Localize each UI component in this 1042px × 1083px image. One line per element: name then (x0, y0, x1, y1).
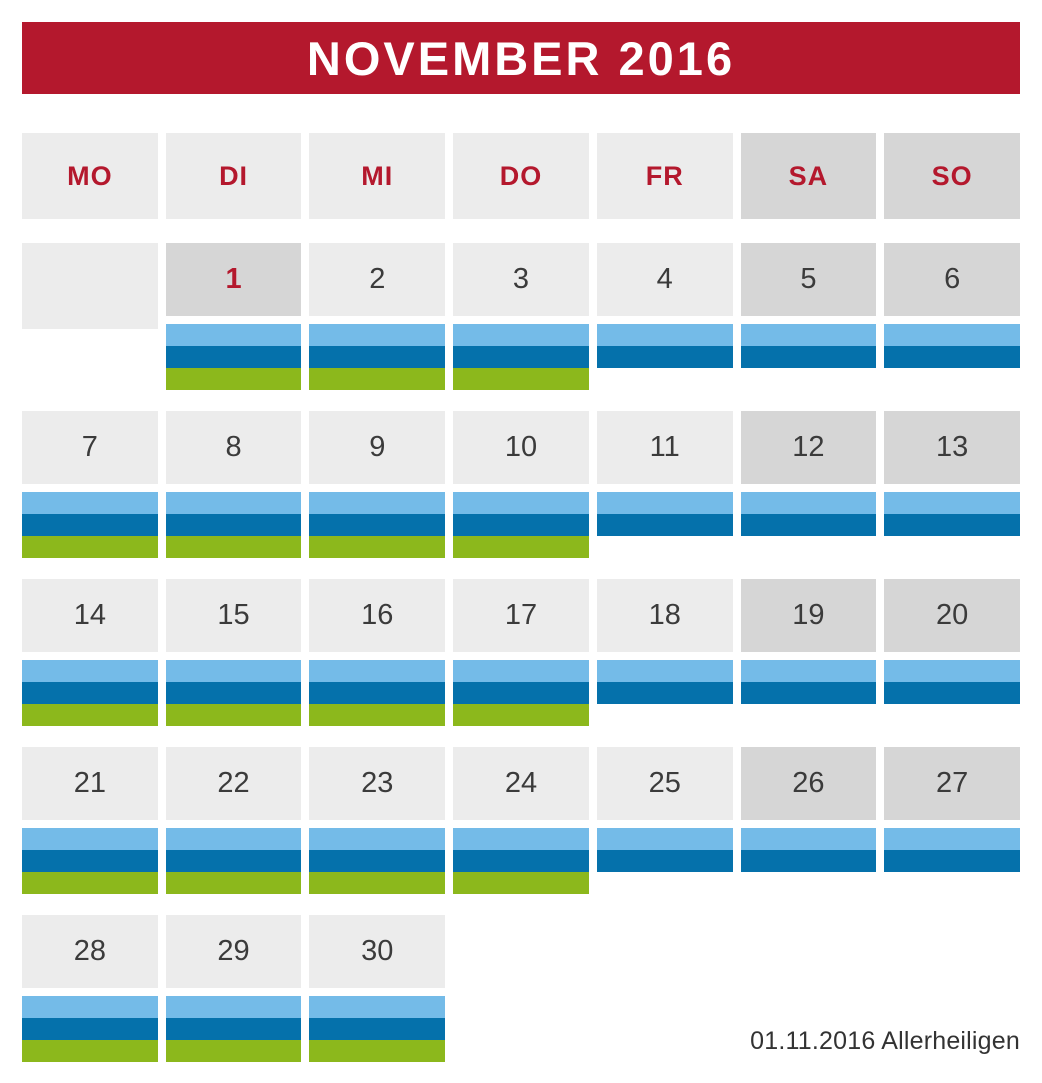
bar-none (884, 704, 1020, 726)
bar-light-blue (741, 660, 877, 682)
bar-light-blue (166, 996, 302, 1018)
day-bars (741, 660, 877, 726)
day-bars (597, 828, 733, 894)
day-bars (597, 324, 733, 390)
day-cell[interactable] (22, 915, 158, 1062)
bar-light-blue (597, 828, 733, 850)
bar-light-blue (741, 828, 877, 850)
day-cell[interactable] (22, 411, 158, 558)
calendar-week-row (22, 747, 1020, 894)
day-number: 7 (81, 431, 98, 463)
bar-light-blue (22, 996, 158, 1018)
day-number-box (884, 579, 1020, 652)
day-number: 14 (73, 599, 106, 631)
bar-green (453, 368, 589, 390)
day-cell[interactable] (22, 747, 158, 894)
weekday-label: MO (67, 160, 113, 191)
day-number-box (309, 579, 445, 652)
day-bars (22, 996, 158, 1062)
bar-dark-blue (741, 514, 877, 536)
weekday-label: FR (645, 160, 684, 191)
bar-dark-blue (741, 682, 877, 704)
bar-light-blue (309, 996, 445, 1018)
day-cell[interactable] (166, 243, 302, 390)
day-number: 11 (649, 431, 680, 463)
day-number: 19 (792, 599, 825, 631)
day-number: 2 (369, 263, 386, 295)
weekday-label: SO (931, 160, 973, 191)
day-number-box (884, 243, 1020, 316)
day-cell[interactable] (166, 915, 302, 1062)
month-title-bar (22, 22, 1020, 94)
calendar-grid (22, 243, 1020, 1083)
day-number-box (453, 411, 589, 484)
bar-green (166, 1040, 302, 1062)
day-bars (309, 660, 445, 726)
day-cell[interactable] (884, 411, 1020, 558)
bar-dark-blue (166, 682, 302, 704)
bar-light-blue (884, 324, 1020, 346)
day-cell[interactable] (453, 243, 589, 390)
day-number: 22 (217, 767, 250, 799)
day-cell[interactable] (597, 747, 733, 894)
bar-none (597, 704, 733, 726)
day-number: 18 (648, 599, 681, 631)
bar-green (22, 872, 158, 894)
bar-none (884, 872, 1020, 894)
day-number: 13 (936, 431, 969, 463)
day-number-box (166, 411, 302, 484)
day-cell-empty (22, 243, 158, 390)
bar-dark-blue (22, 850, 158, 872)
bar-light-blue (166, 660, 302, 682)
day-cell[interactable] (309, 915, 445, 1062)
day-number: 1 (225, 263, 242, 295)
day-bars (309, 828, 445, 894)
bar-dark-blue (309, 1018, 445, 1040)
day-bars (741, 828, 877, 894)
bar-green (309, 1040, 445, 1062)
bar-green (22, 1040, 158, 1062)
day-bars (22, 660, 158, 726)
day-bars (309, 324, 445, 390)
day-cell[interactable] (741, 747, 877, 894)
bar-light-blue (309, 492, 445, 514)
day-bars (166, 660, 302, 726)
bar-green (22, 704, 158, 726)
bar-light-blue (597, 660, 733, 682)
bar-dark-blue (22, 1018, 158, 1040)
bar-dark-blue (741, 850, 877, 872)
day-number-box (884, 411, 1020, 484)
bar-green (22, 536, 158, 558)
day-cell[interactable] (453, 411, 589, 558)
bar-none (741, 536, 877, 558)
day-bars (741, 324, 877, 390)
day-number: 15 (217, 599, 250, 631)
bar-none (884, 368, 1020, 390)
calendar-week-row (22, 579, 1020, 726)
day-number-box (166, 579, 302, 652)
weekday-header-row (22, 133, 1020, 219)
bar-light-blue (22, 492, 158, 514)
bar-light-blue (453, 828, 589, 850)
day-bars (453, 660, 589, 726)
bar-none (884, 536, 1020, 558)
day-number-box (309, 747, 445, 820)
weekday-label: DO (499, 160, 543, 191)
day-number-box (166, 747, 302, 820)
day-number-box (741, 579, 877, 652)
day-cell[interactable] (597, 243, 733, 390)
day-bars (453, 828, 589, 894)
day-cell[interactable] (597, 411, 733, 558)
day-number: 6 (944, 263, 961, 295)
calendar-week-row (22, 243, 1020, 390)
bar-dark-blue (597, 514, 733, 536)
day-number-box (22, 579, 158, 652)
bar-dark-blue (166, 1018, 302, 1040)
day-cell[interactable] (166, 579, 302, 726)
bar-dark-blue (166, 346, 302, 368)
day-cell[interactable] (884, 747, 1020, 894)
bar-light-blue (309, 324, 445, 346)
bar-dark-blue (884, 514, 1020, 536)
bar-green (166, 368, 302, 390)
day-number: 21 (73, 767, 106, 799)
day-number: 25 (648, 767, 681, 799)
bar-green (309, 368, 445, 390)
bar-green (453, 704, 589, 726)
bar-light-blue (884, 492, 1020, 514)
day-number-box (453, 579, 589, 652)
day-number: 8 (225, 431, 242, 463)
day-number-box (597, 243, 733, 316)
day-number-box (741, 243, 877, 316)
day-bars (741, 492, 877, 558)
day-number: 5 (800, 263, 817, 295)
day-bars (309, 996, 445, 1062)
bar-none (597, 368, 733, 390)
calendar-week-row (22, 411, 1020, 558)
bar-light-blue (884, 660, 1020, 682)
bar-dark-blue (884, 682, 1020, 704)
day-cell[interactable] (309, 243, 445, 390)
day-cell[interactable] (309, 411, 445, 558)
bar-light-blue (597, 492, 733, 514)
day-cell[interactable] (741, 579, 877, 726)
weekday-header-di (166, 133, 302, 219)
weekday-header-mo (22, 133, 158, 219)
bar-green (166, 536, 302, 558)
bar-green (309, 872, 445, 894)
day-cell[interactable] (741, 411, 877, 558)
bar-dark-blue (309, 346, 445, 368)
bar-dark-blue (453, 682, 589, 704)
bar-dark-blue (22, 682, 158, 704)
day-number: 29 (217, 935, 250, 967)
day-cell[interactable] (309, 579, 445, 726)
bar-dark-blue (453, 346, 589, 368)
day-number-box (597, 411, 733, 484)
bar-dark-blue (453, 514, 589, 536)
bar-dark-blue (597, 850, 733, 872)
bar-light-blue (741, 492, 877, 514)
day-number-box (741, 411, 877, 484)
day-cell[interactable] (166, 747, 302, 894)
bar-dark-blue (597, 682, 733, 704)
day-bars (309, 492, 445, 558)
weekday-header-mi (309, 133, 445, 219)
bar-light-blue (309, 828, 445, 850)
bar-dark-blue (741, 346, 877, 368)
bar-dark-blue (884, 346, 1020, 368)
bar-light-blue (22, 828, 158, 850)
day-bars (166, 492, 302, 558)
day-number: 30 (361, 935, 394, 967)
bar-light-blue (22, 660, 158, 682)
day-bars (166, 996, 302, 1062)
bar-light-blue (166, 324, 302, 346)
day-bars (453, 492, 589, 558)
day-cell[interactable] (884, 579, 1020, 726)
bar-light-blue (309, 660, 445, 682)
day-number: 24 (504, 767, 538, 799)
day-number: 4 (656, 263, 673, 295)
page-title: NOVEMBER 2016 (306, 31, 736, 85)
bar-light-blue (741, 324, 877, 346)
bar-dark-blue (309, 514, 445, 536)
bar-green (309, 536, 445, 558)
day-number-box (597, 579, 733, 652)
day-number-box (309, 915, 445, 988)
day-number: 28 (73, 935, 106, 967)
day-number: 17 (504, 599, 538, 631)
weekday-header-sa (741, 133, 877, 219)
bar-light-blue (453, 492, 589, 514)
day-number: 27 (936, 767, 969, 799)
bar-dark-blue (884, 850, 1020, 872)
day-cell[interactable] (309, 747, 445, 894)
day-number: 26 (792, 767, 825, 799)
day-bars (884, 660, 1020, 726)
bar-green (309, 704, 445, 726)
bar-none (741, 872, 877, 894)
day-cell[interactable] (453, 747, 589, 894)
day-cell[interactable] (453, 579, 589, 726)
day-bars (22, 828, 158, 894)
day-number-box (22, 915, 158, 988)
bar-dark-blue (309, 682, 445, 704)
day-cell[interactable] (597, 579, 733, 726)
day-bars (453, 324, 589, 390)
day-number: 16 (361, 599, 394, 631)
day-bars (597, 492, 733, 558)
day-number-box (309, 243, 445, 316)
day-cell[interactable] (741, 243, 877, 390)
weekday-label: DI (219, 160, 249, 191)
bar-green (166, 704, 302, 726)
day-number-box (741, 747, 877, 820)
weekday-label: MI (361, 160, 394, 191)
day-number-box (884, 747, 1020, 820)
bar-dark-blue (166, 514, 302, 536)
day-number-box (453, 747, 589, 820)
day-bars (884, 828, 1020, 894)
bar-dark-blue (309, 850, 445, 872)
bar-light-blue (453, 324, 589, 346)
day-number: 9 (369, 431, 386, 463)
weekday-header-so (884, 133, 1020, 219)
day-bars (166, 324, 302, 390)
bar-dark-blue (597, 346, 733, 368)
day-bars (884, 492, 1020, 558)
day-number: 10 (504, 431, 538, 463)
day-cell[interactable] (166, 411, 302, 558)
day-number-box (166, 915, 302, 988)
day-number-box (166, 243, 302, 316)
day-number: 3 (512, 263, 530, 295)
day-number-box (453, 243, 589, 316)
day-number: 23 (361, 767, 394, 799)
bar-green (166, 872, 302, 894)
weekday-header-do (453, 133, 589, 219)
day-number-box (309, 411, 445, 484)
bar-light-blue (453, 660, 589, 682)
bar-green (453, 536, 589, 558)
bar-dark-blue (166, 850, 302, 872)
day-bars (166, 828, 302, 894)
day-bars (884, 324, 1020, 390)
weekday-label: SA (788, 160, 829, 191)
day-cell[interactable] (22, 579, 158, 726)
bar-light-blue (166, 828, 302, 850)
bar-none (741, 704, 877, 726)
day-number-box (22, 243, 158, 329)
day-number: 12 (792, 431, 825, 463)
day-cell[interactable] (884, 243, 1020, 390)
day-number-box (22, 411, 158, 484)
weekday-header-fr (597, 133, 733, 219)
bar-green (453, 872, 589, 894)
bar-light-blue (597, 324, 733, 346)
bar-none (741, 368, 877, 390)
bar-dark-blue (22, 514, 158, 536)
bar-light-blue (884, 828, 1020, 850)
day-bars (597, 660, 733, 726)
day-bars (22, 492, 158, 558)
bar-none (597, 536, 733, 558)
holiday-note: 01.11.2016 Allerheiligen (750, 1027, 1020, 1055)
day-number: 20 (936, 599, 969, 631)
bar-light-blue (166, 492, 302, 514)
day-number-box (22, 747, 158, 820)
bar-dark-blue (453, 850, 589, 872)
bar-none (597, 872, 733, 894)
day-number-box (597, 747, 733, 820)
